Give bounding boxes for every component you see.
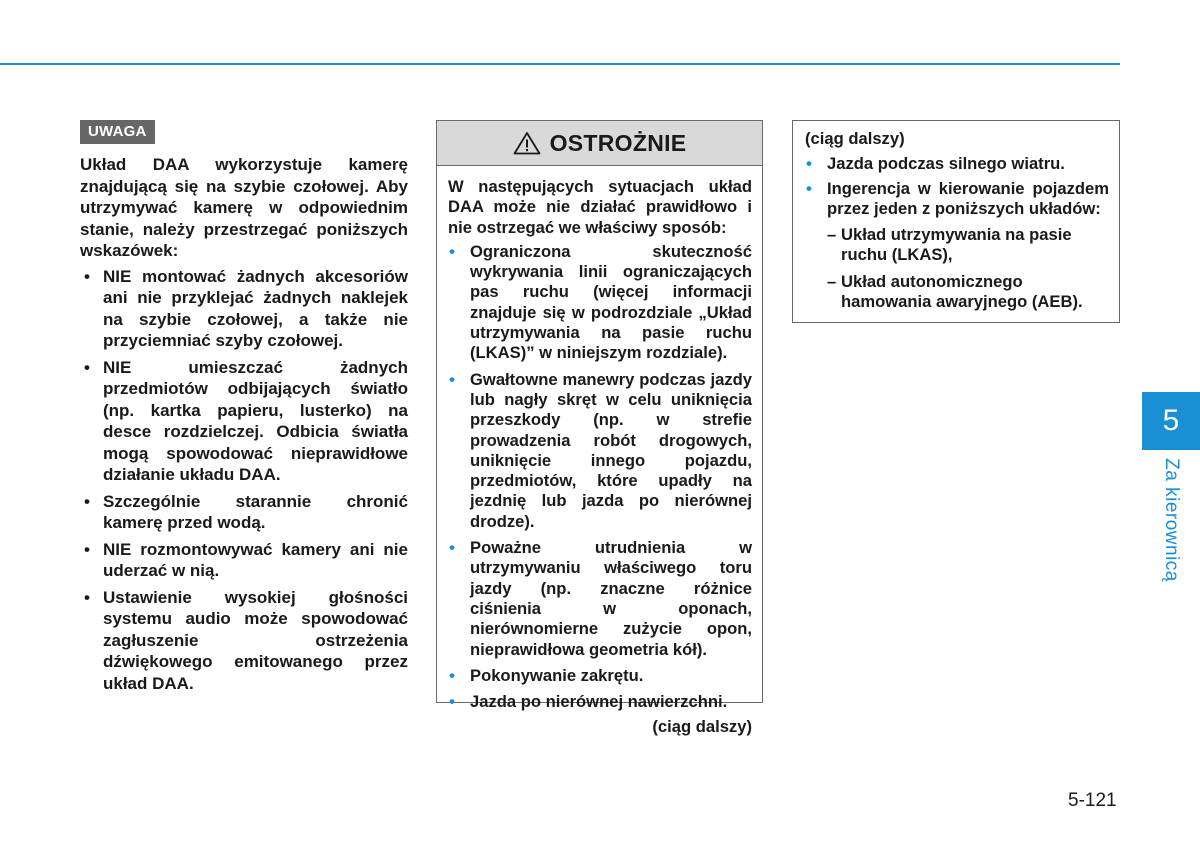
note-badge: UWAGA	[80, 120, 155, 144]
continuation-box	[792, 120, 1120, 323]
note-item: • NIE rozmontowywać kamery ani nie uderzać w nią.	[84, 539, 408, 580]
caution-box	[436, 120, 763, 737]
page-number: 5-121	[1068, 790, 1117, 811]
top-rule	[0, 63, 1120, 65]
note-item: • NIE umieszczać żadnych przedmiotów odbijających światło (np. kartka papieru, lusterko) na desce rozdzielczej. Odbicia światła mogą spowodować nieprawidłowe działanie układu DAA.	[84, 357, 408, 484]
caution-list	[448, 242, 752, 713]
caution-item: • Ograniczona skuteczność wykrywania linii ograniczających pas ruchu (więcej informacji znajduje się w podrozdziale „Układ utrzymywania na pasie ruchu (LKAS)” w niniejszym rozdziale).	[449, 241, 752, 363]
continuation-item: • Ingerencja w kierowanie pojazdem przez jeden z poniższych układów:	[806, 178, 1109, 218]
warning-triangle-icon	[513, 131, 541, 155]
caution-body	[437, 166, 762, 738]
continued-header: (ciąg dalszy)	[805, 129, 905, 148]
caution-title: OSTROŻNIE	[549, 129, 687, 156]
note-list	[80, 266, 408, 695]
continuation-list	[805, 154, 1109, 219]
bullet-icon: •	[806, 178, 812, 198]
caution-item: • Jazda po nierównej nawierzchni.	[449, 692, 728, 712]
chapter-label: Za kierownicą	[1161, 458, 1182, 582]
bullet-icon: •	[806, 154, 812, 174]
bullet-icon: •	[84, 587, 90, 607]
bullet-icon: •	[449, 241, 455, 261]
caution-intro: W następujących sytuacjach układ DAA może nie działać prawidłowo i nie ostrzegać we właściwy sposób:	[448, 177, 752, 237]
note-item: • Ustawienie wysokiej głośności systemu audio może spowodować zagłuszenie ostrzeżenia dźwiękowego emitowanego przez układ DAA.	[84, 587, 408, 693]
continuation-subitem: – Układ utrzymywania na pasie ruchu (LKAS),	[827, 225, 1072, 265]
bullet-icon: •	[449, 538, 455, 558]
dash-icon: –	[827, 225, 837, 245]
bullet-icon: •	[84, 539, 90, 559]
caution-header	[437, 121, 762, 166]
bullet-icon: •	[84, 357, 90, 377]
continuation-subitem: – Układ autonomicznego hamowania awaryjnego (AEB).	[827, 271, 1083, 312]
caution-item: • Poważne utrudnienia w utrzymywaniu właściwego toru jazdy (np. znaczne różnice ciśnienia w oponach, nierównomierne zużycie opon, nieprawidłowa geometria kół).	[449, 538, 752, 659]
note-item: • Szczególnie starannie chronić kamerę przed wodą.	[84, 491, 408, 532]
note-item: • NIE montować żadnych akcesoriów ani nie przyklejać żadnych naklejek na szybie czołowej, a także nie przyciemniać szyby czołowej.	[84, 266, 408, 350]
continuation-item: • Jazda podczas silnego wiatru.	[806, 154, 1065, 174]
continued-label: (ciąg dalszy)	[652, 717, 752, 737]
continuation-sublist	[805, 225, 1109, 312]
dash-icon: –	[827, 271, 837, 291]
bullet-icon: •	[84, 266, 90, 286]
caution-item: • Pokonywanie zakrętu.	[449, 665, 644, 685]
chapter-number-tab: 5	[1142, 392, 1200, 450]
bullet-icon: •	[84, 491, 90, 511]
caution-item: • Gwałtowne manewry podczas jazdy lub nagły skręt w celu uniknięcia przeszkody (np. w strefie prowadzenia robót drogowych, uniknięcie innego pojazdu, przedmiotów, które upadły na jezdnię lub jazda po nierównej drodze).	[449, 369, 752, 531]
note-section	[80, 120, 408, 699]
bullet-icon: •	[449, 369, 455, 389]
bullet-icon: •	[449, 692, 455, 712]
note-intro: Układ DAA wykorzystuje kamerę znajdującą się na szybie czołowej. Aby utrzymywać kamerę w odpowiednim stanie, należy przestrzegać poniższych wskazówek:	[80, 155, 408, 260]
bullet-icon: •	[449, 665, 455, 685]
